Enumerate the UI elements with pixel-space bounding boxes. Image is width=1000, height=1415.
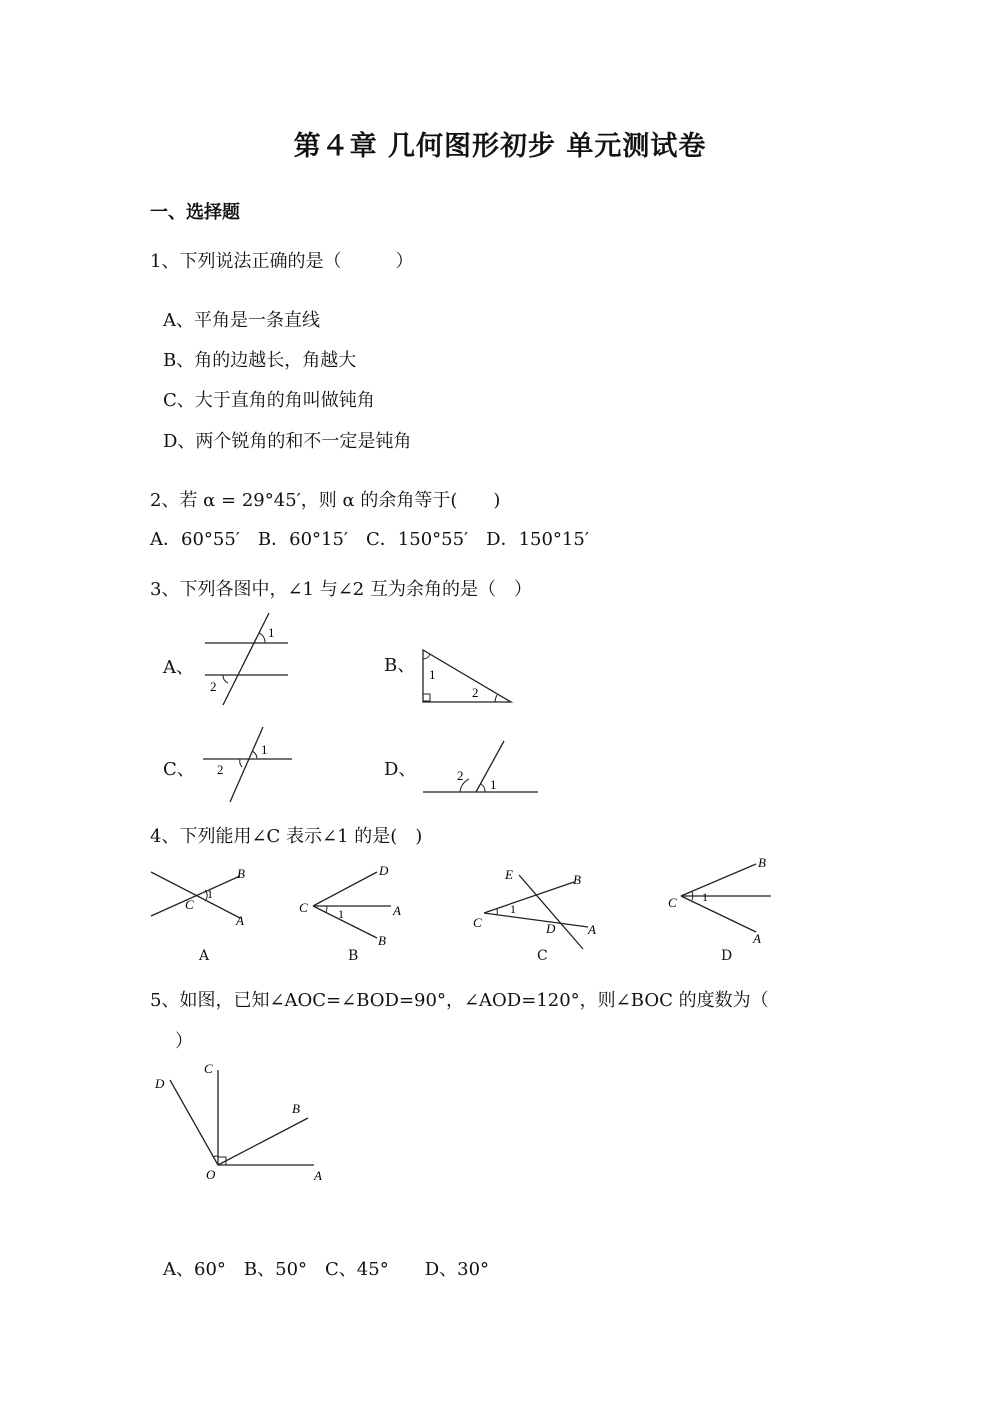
svg-text:C: C: [473, 915, 482, 930]
svg-text:A: A: [393, 903, 401, 918]
svg-text:2: 2: [210, 679, 217, 694]
question-3-label-d: D、: [384, 759, 417, 780]
svg-text:C: C: [185, 897, 194, 912]
svg-text:B: B: [237, 866, 245, 881]
svg-text:1: 1: [429, 667, 436, 682]
q4-figure-a: [148, 860, 258, 935]
svg-text:E: E: [505, 867, 513, 882]
question-2-stem: 2、若 α = 29°45′，则 α 的余角等于( ): [150, 490, 501, 511]
svg-text:1: 1: [510, 902, 516, 916]
q3-figure-b: [415, 645, 525, 710]
q4-figure-c: [470, 865, 610, 955]
svg-text:C: C: [204, 1061, 213, 1076]
svg-text:O: O: [206, 1167, 216, 1182]
svg-text:1: 1: [490, 777, 497, 792]
svg-text:1: 1: [338, 907, 344, 921]
svg-text:B: B: [758, 855, 766, 870]
svg-text:A: A: [236, 913, 244, 928]
q4-caption-b: B: [348, 948, 359, 964]
q4-caption-c: C: [537, 948, 548, 964]
q4-caption-d: D: [721, 948, 733, 964]
svg-text:1: 1: [268, 625, 275, 640]
svg-text:1: 1: [207, 887, 213, 901]
question-1-option-b: B、角的边越长，角越大: [163, 350, 357, 371]
question-3-label-b: B、: [384, 655, 416, 676]
page-title: 第４章 几何图形初步 单元测试卷: [293, 131, 707, 162]
svg-text:B: B: [573, 872, 581, 887]
svg-text:B: B: [292, 1101, 300, 1116]
q4-figure-b: [296, 860, 406, 950]
q4-figure-d: [665, 852, 780, 947]
question-2-options: A．60°55′ B．60°15′ C．150°55′ D．150°15′: [150, 529, 589, 550]
svg-text:D: D: [155, 1076, 165, 1091]
svg-text:2: 2: [472, 685, 479, 700]
q5-figure: [148, 1058, 348, 1188]
question-5-stem: 5、如图，已知∠AOC=∠BOD=90°，∠AOD=120°，则∠BOC 的度数为（: [150, 990, 769, 1011]
svg-text:C: C: [299, 900, 308, 915]
svg-text:1: 1: [702, 890, 708, 904]
question-3-label-a: A、: [163, 657, 194, 678]
question-3-stem: 3、下列各图中，∠1 与∠2 互为余角的是（ ）: [150, 579, 532, 600]
question-4-stem: 4、下列能用∠C 表示∠1 的是( ): [150, 826, 423, 847]
svg-text:A: A: [753, 931, 761, 946]
question-1-stem: 1、下列说法正确的是（ ）: [150, 251, 414, 272]
q3-figure-c: [195, 722, 305, 807]
svg-text:A: A: [588, 922, 596, 937]
q3-figure-a: [195, 605, 305, 715]
svg-text:1: 1: [261, 742, 268, 757]
question-5-stem-cont: ）: [175, 1031, 193, 1052]
question-5-options: A、60° B、50° C、45° D、30°: [163, 1259, 490, 1280]
question-1-option-d: D、两个锐角的和不一定是钝角: [163, 431, 412, 452]
question-3-label-c: C、: [163, 759, 195, 780]
q4-caption-a: A: [199, 948, 210, 964]
section-heading: 一、选择题: [150, 202, 240, 223]
svg-text:A: A: [314, 1168, 322, 1183]
svg-text:2: 2: [457, 768, 464, 783]
question-1-option-c: C、大于直角的角叫做钝角: [163, 390, 375, 411]
q3-figure-d: [418, 737, 543, 797]
svg-text:D: D: [546, 921, 556, 936]
svg-text:C: C: [668, 895, 677, 910]
svg-text:2: 2: [217, 762, 224, 777]
svg-text:B: B: [378, 933, 386, 948]
question-1-option-a: A、平角是一条直线: [163, 310, 320, 331]
svg-text:D: D: [379, 863, 389, 878]
